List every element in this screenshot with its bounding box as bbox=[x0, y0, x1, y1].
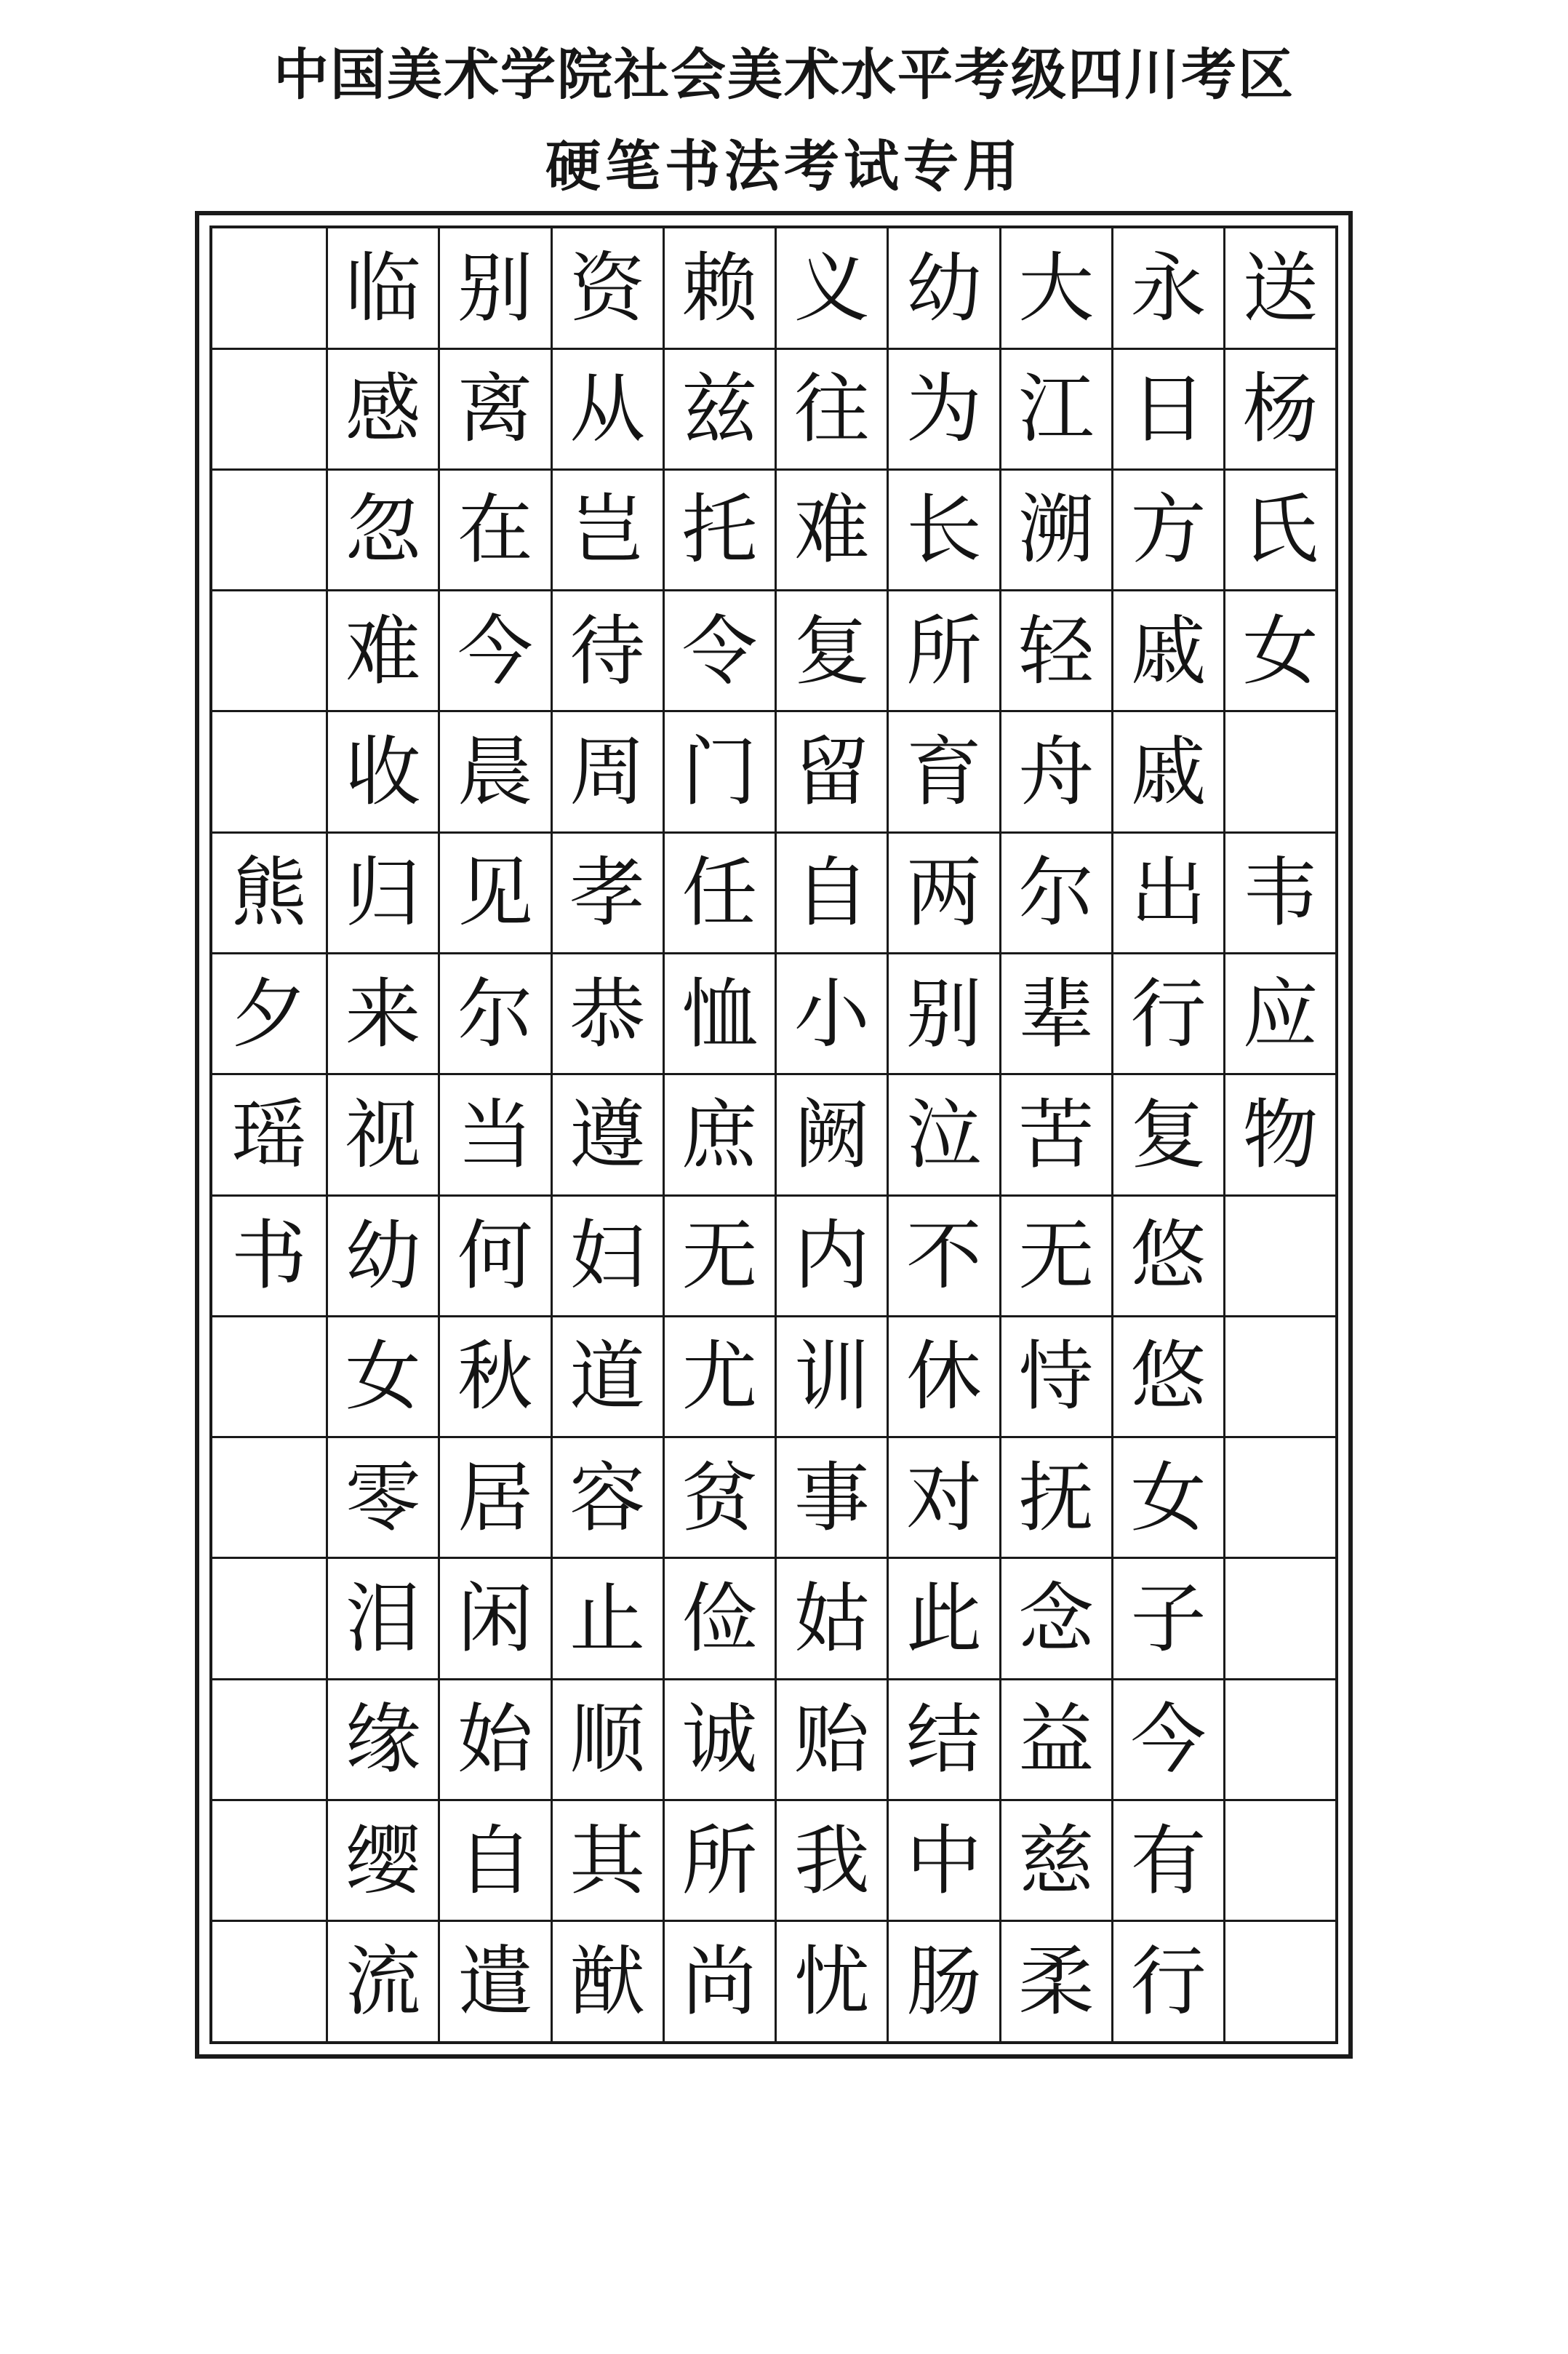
grid-cell: 抚 bbox=[1000, 1437, 1112, 1558]
grid-cell bbox=[211, 1437, 327, 1558]
grid-cell: 恃 bbox=[1000, 1316, 1112, 1437]
grid-cell: 难 bbox=[776, 469, 888, 590]
grid-cell: 苦 bbox=[1000, 1074, 1112, 1195]
grid-cell: 自 bbox=[776, 832, 888, 953]
grid-cell: 训 bbox=[776, 1316, 888, 1437]
grid-cell: 别 bbox=[439, 227, 551, 348]
page-title: 中国美术学院社会美术水平考级四川考区 bbox=[273, 42, 1295, 107]
grid-cell: 感 bbox=[327, 348, 439, 469]
grid-cell: 庶 bbox=[663, 1074, 775, 1195]
grid-cell: 复 bbox=[776, 591, 888, 711]
grid-cell: 别 bbox=[888, 953, 1000, 1074]
grid-cell bbox=[211, 1921, 327, 2043]
grid-cell: 氏 bbox=[1225, 469, 1337, 590]
grid-cell: 待 bbox=[551, 591, 663, 711]
grid-cell: 尔 bbox=[1000, 832, 1112, 953]
grid-row bbox=[211, 591, 1337, 711]
writing-grid bbox=[209, 226, 1338, 2044]
grid-cell: 流 bbox=[327, 1921, 439, 2043]
grid-cell: 顺 bbox=[551, 1679, 663, 1800]
grid-cell: 悠 bbox=[1112, 1316, 1224, 1437]
grid-cell bbox=[1225, 1437, 1337, 1558]
grid-cell: 育 bbox=[888, 711, 1000, 832]
grid-cell: 所 bbox=[888, 591, 1000, 711]
grid-cell: 缘 bbox=[327, 1679, 439, 1800]
calligraphy-sheet bbox=[195, 211, 1353, 2059]
grid-cell: 不 bbox=[888, 1195, 1000, 1316]
grid-cell: 姑 bbox=[776, 1558, 888, 1679]
grid-row bbox=[211, 1921, 1337, 2043]
grid-row bbox=[211, 1558, 1337, 1679]
grid-cell: 任 bbox=[663, 832, 775, 953]
grid-cell: 道 bbox=[551, 1316, 663, 1437]
grid-cell: 所 bbox=[663, 1800, 775, 1920]
grid-cell: 悠 bbox=[1112, 1195, 1224, 1316]
grid-cell: 行 bbox=[1112, 1921, 1224, 2043]
grid-cell: 周 bbox=[551, 711, 663, 832]
grid-row bbox=[211, 953, 1337, 1074]
grid-cell: 何 bbox=[439, 1195, 551, 1316]
grid-cell: 妇 bbox=[551, 1195, 663, 1316]
grid-cell bbox=[211, 711, 327, 832]
grid-row bbox=[211, 469, 1337, 590]
grid-cell: 韦 bbox=[1225, 832, 1337, 953]
grid-cell: 止 bbox=[551, 1558, 663, 1679]
grid-cell: 从 bbox=[551, 348, 663, 469]
grid-cell: 休 bbox=[888, 1316, 1000, 1437]
grid-cell: 行 bbox=[1112, 953, 1224, 1074]
grid-row bbox=[211, 227, 1337, 348]
grid-cell: 忧 bbox=[776, 1921, 888, 2043]
grid-cell: 幼 bbox=[888, 227, 1000, 348]
grid-cell: 对 bbox=[888, 1437, 1000, 1558]
grid-cell bbox=[211, 469, 327, 590]
grid-cell bbox=[211, 1316, 327, 1437]
grid-row bbox=[211, 1195, 1337, 1316]
grid-cell: 益 bbox=[1000, 1679, 1112, 1800]
grid-cell: 长 bbox=[888, 469, 1000, 590]
grid-cell bbox=[1225, 1316, 1337, 1437]
grid-cell: 慈 bbox=[1000, 1800, 1112, 1920]
grid-cell: 当 bbox=[439, 1074, 551, 1195]
grid-cell: 贫 bbox=[663, 1437, 775, 1558]
grid-cell: 内 bbox=[776, 1195, 888, 1316]
grid-cell: 肠 bbox=[888, 1921, 1000, 2043]
grid-cell: 诚 bbox=[663, 1679, 775, 1800]
grid-cell: 遵 bbox=[551, 1074, 663, 1195]
grid-cell: 俭 bbox=[663, 1558, 775, 1679]
grid-cell bbox=[211, 227, 327, 348]
grid-cell: 无 bbox=[663, 1195, 775, 1316]
grid-cell: 泪 bbox=[327, 1558, 439, 1679]
grid-cell bbox=[1225, 1921, 1337, 2043]
grid-cell: 事 bbox=[776, 1437, 888, 1558]
grid-cell: 遣 bbox=[439, 1921, 551, 2043]
grid-cell: 子 bbox=[1112, 1558, 1224, 1679]
grid-cell: 其 bbox=[551, 1800, 663, 1920]
grid-cell: 托 bbox=[663, 469, 775, 590]
grid-cell: 戚 bbox=[1112, 591, 1224, 711]
grid-cell: 贻 bbox=[776, 1679, 888, 1800]
grid-cell: 兹 bbox=[663, 348, 775, 469]
grid-cell: 戚 bbox=[1112, 711, 1224, 832]
grid-cell: 两 bbox=[888, 832, 1000, 953]
grid-cell: 留 bbox=[776, 711, 888, 832]
grid-cell: 女 bbox=[1225, 591, 1337, 711]
grid-cell: 来 bbox=[327, 953, 439, 1074]
grid-cell: 我 bbox=[776, 1800, 888, 1920]
grid-cell bbox=[1225, 1558, 1337, 1679]
grid-cell: 难 bbox=[327, 591, 439, 711]
grid-cell: 临 bbox=[327, 227, 439, 348]
grid-cell: 江 bbox=[1000, 348, 1112, 469]
grid-cell: 轻 bbox=[1000, 591, 1112, 711]
grid-cell: 女 bbox=[1112, 1437, 1224, 1558]
grid-cell: 中 bbox=[888, 1800, 1000, 1920]
grid-cell bbox=[1225, 1679, 1337, 1800]
grid-cell: 容 bbox=[551, 1437, 663, 1558]
grid-cell: 阙 bbox=[776, 1074, 888, 1195]
grid-cell: 有 bbox=[1112, 1800, 1224, 1920]
grid-cell bbox=[1225, 1800, 1337, 1920]
grid-cell bbox=[211, 591, 327, 711]
grid-cell: 往 bbox=[776, 348, 888, 469]
grid-cell bbox=[211, 1800, 327, 1920]
grid-cell: 物 bbox=[1225, 1074, 1337, 1195]
grid-cell: 瑶 bbox=[211, 1074, 327, 1195]
grid-cell: 归 bbox=[327, 832, 439, 953]
grid-cell: 今 bbox=[1112, 1679, 1224, 1800]
grid-cell: 为 bbox=[888, 348, 1000, 469]
grid-cell: 送 bbox=[1225, 227, 1337, 348]
grid-cell: 溯 bbox=[1000, 469, 1112, 590]
grid-cell: 晨 bbox=[439, 711, 551, 832]
grid-cell: 女 bbox=[327, 1316, 439, 1437]
grid-row bbox=[211, 1074, 1337, 1195]
grid-cell: 始 bbox=[439, 1679, 551, 1800]
grid-cell: 日 bbox=[1112, 348, 1224, 469]
grid-cell bbox=[1225, 711, 1337, 832]
grid-cell: 零 bbox=[327, 1437, 439, 1558]
grid-cell: 恭 bbox=[551, 953, 663, 1074]
grid-cell: 辈 bbox=[1000, 953, 1112, 1074]
grid-cell: 大 bbox=[1000, 227, 1112, 348]
grid-cell: 恤 bbox=[663, 953, 775, 1074]
grid-cell: 义 bbox=[776, 227, 888, 348]
grid-cell: 此 bbox=[888, 1558, 1000, 1679]
grid-cell: 视 bbox=[327, 1074, 439, 1195]
grid-cell: 尔 bbox=[439, 953, 551, 1074]
grid-cell: 尤 bbox=[663, 1316, 775, 1437]
grid-cell: 柔 bbox=[1000, 1921, 1112, 2043]
grid-cell: 赖 bbox=[663, 227, 775, 348]
grid-cell bbox=[211, 1558, 327, 1679]
grid-cell: 泣 bbox=[888, 1074, 1000, 1195]
grid-cell: 见 bbox=[439, 832, 551, 953]
grid-cell: 幼 bbox=[327, 1195, 439, 1316]
grid-cell: 自 bbox=[439, 1800, 551, 1920]
grid-cell: 书 bbox=[211, 1195, 327, 1316]
grid-row bbox=[211, 348, 1337, 469]
grid-row bbox=[211, 832, 1337, 953]
grid-row bbox=[211, 1800, 1337, 1920]
grid-cell: 尚 bbox=[663, 1921, 775, 2043]
grid-row bbox=[211, 1679, 1337, 1800]
grid-cell bbox=[211, 1679, 327, 1800]
grid-cell: 秋 bbox=[439, 1316, 551, 1437]
grid-cell: 令 bbox=[663, 591, 775, 711]
grid-cell: 门 bbox=[663, 711, 775, 832]
grid-cell: 舟 bbox=[1000, 711, 1112, 832]
grid-cell: 念 bbox=[1000, 1558, 1112, 1679]
grid-cell: 收 bbox=[327, 711, 439, 832]
grid-cell: 复 bbox=[1112, 1074, 1224, 1195]
grid-cell: 出 bbox=[1112, 832, 1224, 953]
grid-cell bbox=[1225, 1195, 1337, 1316]
grid-cell: 杨 bbox=[1225, 348, 1337, 469]
grid-cell bbox=[211, 348, 327, 469]
grid-cell: 居 bbox=[439, 1437, 551, 1558]
grid-cell: 闲 bbox=[439, 1558, 551, 1679]
grid-cell: 无 bbox=[1000, 1195, 1112, 1316]
grid-cell: 方 bbox=[1112, 469, 1224, 590]
grid-row bbox=[211, 1437, 1337, 1558]
grid-cell: 孝 bbox=[551, 832, 663, 953]
grid-cell: 岂 bbox=[551, 469, 663, 590]
grid-cell: 在 bbox=[439, 469, 551, 590]
grid-cell: 今 bbox=[439, 591, 551, 711]
grid-cell: 资 bbox=[551, 227, 663, 348]
grid-cell: 离 bbox=[439, 348, 551, 469]
grid-cell: 夕 bbox=[211, 953, 327, 1074]
grid-row bbox=[211, 1316, 1337, 1437]
grid-cell: 熊 bbox=[211, 832, 327, 953]
grid-cell: 缨 bbox=[327, 1800, 439, 1920]
grid-cell: 小 bbox=[776, 953, 888, 1074]
grid-cell: 结 bbox=[888, 1679, 1000, 1800]
page-subtitle: 硬笔书法考试专用 bbox=[545, 134, 1023, 199]
grid-cell: 猷 bbox=[551, 1921, 663, 2043]
grid-row bbox=[211, 711, 1337, 832]
grid-cell: 应 bbox=[1225, 953, 1337, 1074]
grid-cell: 忽 bbox=[327, 469, 439, 590]
grid-cell: 永 bbox=[1112, 227, 1224, 348]
